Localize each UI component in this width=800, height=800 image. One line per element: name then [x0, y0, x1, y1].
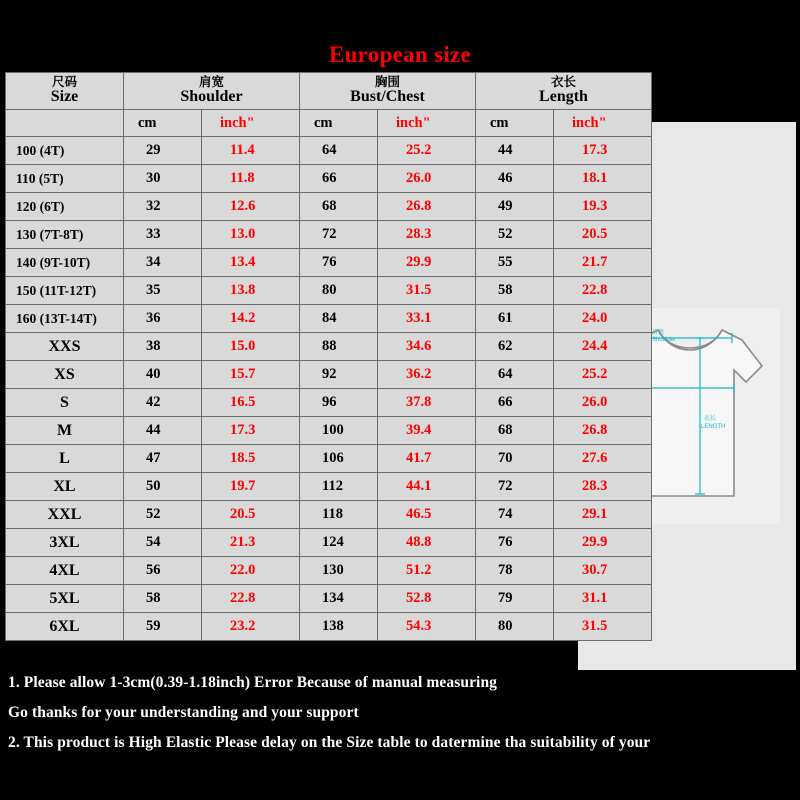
- cell-length-inch: 22.8: [554, 277, 652, 305]
- header-shoulder: [124, 73, 300, 110]
- cell-shoulder-inch: 22.8: [202, 585, 300, 613]
- cell-shoulder-cm: 44: [124, 417, 202, 445]
- table-row: [6, 249, 652, 277]
- cell-size: M: [6, 417, 124, 445]
- cell-bust-inch: 26.0: [378, 165, 476, 193]
- cell-length-cm: 52: [476, 221, 554, 249]
- cell-bust-inch: 28.3: [378, 221, 476, 249]
- cell-bust-cm: 84: [300, 305, 378, 333]
- table-row: [6, 277, 652, 305]
- cell-size: 6XL: [6, 613, 124, 641]
- header-length-cn: 衣长: [550, 75, 576, 90]
- cell-bust-inch: 31.5: [378, 277, 476, 305]
- table-row: [6, 193, 652, 221]
- table-header-row: [6, 73, 652, 110]
- cell-length-cm: 68: [476, 417, 554, 445]
- cell-bust-cm: 92: [300, 361, 378, 389]
- cell-size: 160 (13T-14T): [6, 305, 124, 333]
- cell-length-inch: 29.1: [554, 501, 652, 529]
- cell-shoulder-inch: 11.8: [202, 165, 300, 193]
- cell-length-inch: 29.9: [554, 529, 652, 557]
- cell-length-inch: 19.3: [554, 193, 652, 221]
- cell-shoulder-cm: 47: [124, 445, 202, 473]
- cell-bust-cm: 96: [300, 389, 378, 417]
- cell-shoulder-cm: 50: [124, 473, 202, 501]
- cell-size: XXL: [6, 501, 124, 529]
- cell-bust-cm: 112: [300, 473, 378, 501]
- cell-bust-cm: 106: [300, 445, 378, 473]
- cell-shoulder-inch: 21.3: [202, 529, 300, 557]
- cell-length-inch: 24.4: [554, 333, 652, 361]
- cell-bust-inch: 33.1: [378, 305, 476, 333]
- cell-length-cm: 58: [476, 277, 554, 305]
- cell-size: 3XL: [6, 529, 124, 557]
- cell-bust-inch: 41.7: [378, 445, 476, 473]
- table-row: [6, 165, 652, 193]
- cell-shoulder-inch: 22.0: [202, 557, 300, 585]
- cell-shoulder-cm: 59: [124, 613, 202, 641]
- cell-length-inch: 25.2: [554, 361, 652, 389]
- cell-shoulder-inch: 13.0: [202, 221, 300, 249]
- cell-size: 130 (7T-8T): [6, 221, 124, 249]
- cell-shoulder-cm: 52: [124, 501, 202, 529]
- note-line-3: 2. This product is High Elastic Please delay on the Size table to datermine tha suitability of your: [8, 734, 651, 751]
- cell-length-inch: 26.8: [554, 417, 652, 445]
- cell-size: 140 (9T-10T): [6, 249, 124, 277]
- cell-shoulder-cm: 30: [124, 165, 202, 193]
- cell-bust-cm: 64: [300, 137, 378, 165]
- cell-size: 4XL: [6, 557, 124, 585]
- cell-bust-inch: 54.3: [378, 613, 476, 641]
- unit-blank: [6, 110, 124, 137]
- unit-length-cm: cm: [476, 110, 554, 137]
- cell-shoulder-inch: 12.6: [202, 193, 300, 221]
- cell-shoulder-inch: 13.4: [202, 249, 300, 277]
- cell-bust-cm: 72: [300, 221, 378, 249]
- header-shoulder-en: Shoulder: [180, 88, 243, 106]
- diagram-length-en: LENGTH: [701, 424, 726, 430]
- cell-size: 120 (6T): [6, 193, 124, 221]
- cell-length-inch: 17.3: [554, 137, 652, 165]
- cell-bust-inch: 34.6: [378, 333, 476, 361]
- cell-size: 5XL: [6, 585, 124, 613]
- table-row: [6, 221, 652, 249]
- cell-bust-inch: 48.8: [378, 529, 476, 557]
- cell-shoulder-inch: 16.5: [202, 389, 300, 417]
- cell-length-inch: 30.7: [554, 557, 652, 585]
- cell-shoulder-inch: 23.2: [202, 613, 300, 641]
- cell-length-cm: 66: [476, 389, 554, 417]
- cell-shoulder-cm: 56: [124, 557, 202, 585]
- cell-bust-cm: 80: [300, 277, 378, 305]
- cell-shoulder-inch: 19.7: [202, 473, 300, 501]
- cell-length-inch: 20.5: [554, 221, 652, 249]
- size-table-wrap: [5, 72, 608, 641]
- header-length-en: Length: [539, 88, 588, 106]
- cell-shoulder-inch: 14.2: [202, 305, 300, 333]
- cell-bust-inch: 25.2: [378, 137, 476, 165]
- cell-length-cm: 74: [476, 501, 554, 529]
- cell-shoulder-inch: 13.8: [202, 277, 300, 305]
- cell-shoulder-inch: 20.5: [202, 501, 300, 529]
- unit-shoulder-cm: cm: [124, 110, 202, 137]
- cell-shoulder-cm: 38: [124, 333, 202, 361]
- cell-length-cm: 70: [476, 445, 554, 473]
- header-size: [6, 73, 124, 110]
- cell-length-inch: 24.0: [554, 305, 652, 333]
- table-row: [6, 417, 652, 445]
- cell-length-cm: 78: [476, 557, 554, 585]
- header-size-en: Size: [50, 88, 79, 106]
- cell-length-cm: 79: [476, 585, 554, 613]
- header-bust-en: Bust/Chest: [350, 88, 425, 106]
- cell-length-cm: 55: [476, 249, 554, 277]
- header-shoulder-cn: 肩宽: [198, 75, 224, 90]
- cell-size: 110 (5T): [6, 165, 124, 193]
- cell-shoulder-cm: 29: [124, 137, 202, 165]
- diagram-length-cn: 衣长: [704, 416, 717, 422]
- cell-bust-inch: 37.8: [378, 389, 476, 417]
- table-row: [6, 137, 652, 165]
- cell-size: XS: [6, 361, 124, 389]
- cell-length-cm: 72: [476, 473, 554, 501]
- cell-shoulder-inch: 17.3: [202, 417, 300, 445]
- table-row: [6, 557, 652, 585]
- table-unit-row: [6, 110, 652, 137]
- header-bust-cn: 胸围: [374, 75, 400, 90]
- cell-length-cm: 62: [476, 333, 554, 361]
- table-row: [6, 529, 652, 557]
- cell-bust-inch: 52.8: [378, 585, 476, 613]
- unit-shoulder-inch: inch": [202, 110, 300, 137]
- cell-size: L: [6, 445, 124, 473]
- cell-length-inch: 21.7: [554, 249, 652, 277]
- cell-bust-cm: 134: [300, 585, 378, 613]
- cell-bust-inch: 26.8: [378, 193, 476, 221]
- cell-bust-cm: 130: [300, 557, 378, 585]
- unit-bust-cm: cm: [300, 110, 378, 137]
- notes-section: [8, 674, 792, 764]
- cell-length-inch: 26.0: [554, 389, 652, 417]
- table-row: [6, 333, 652, 361]
- cell-bust-cm: 76: [300, 249, 378, 277]
- cell-length-inch: 31.1: [554, 585, 652, 613]
- cell-length-cm: 61: [476, 305, 554, 333]
- cell-size: S: [6, 389, 124, 417]
- cell-shoulder-cm: 32: [124, 193, 202, 221]
- table-row: [6, 613, 652, 641]
- header-length: [476, 73, 652, 110]
- cell-bust-cm: 118: [300, 501, 378, 529]
- cell-length-inch: 27.6: [554, 445, 652, 473]
- cell-bust-cm: 138: [300, 613, 378, 641]
- unit-bust-inch: inch": [378, 110, 476, 137]
- cell-length-cm: 44: [476, 137, 554, 165]
- cell-shoulder-cm: 33: [124, 221, 202, 249]
- cell-bust-inch: 36.2: [378, 361, 476, 389]
- cell-shoulder-inch: 11.4: [202, 137, 300, 165]
- cell-bust-cm: 66: [300, 165, 378, 193]
- header-size-cn: 尺码: [51, 75, 77, 90]
- cell-size: XXS: [6, 333, 124, 361]
- cell-length-inch: 28.3: [554, 473, 652, 501]
- table-row: [6, 585, 652, 613]
- cell-length-cm: 46: [476, 165, 554, 193]
- cell-bust-inch: 51.2: [378, 557, 476, 585]
- cell-bust-inch: 44.1: [378, 473, 476, 501]
- diagram-shoulder-cn: 肩宽: [652, 330, 665, 336]
- cell-size: 100 (4T): [6, 137, 124, 165]
- cell-bust-inch: 39.4: [378, 417, 476, 445]
- cell-shoulder-cm: 58: [124, 585, 202, 613]
- page-title-text: European size: [328, 42, 472, 67]
- table-row: [6, 389, 652, 417]
- cell-shoulder-cm: 35: [124, 277, 202, 305]
- table-row: [6, 473, 652, 501]
- cell-shoulder-cm: 34: [124, 249, 202, 277]
- cell-shoulder-cm: 42: [124, 389, 202, 417]
- header-bust: [300, 73, 476, 110]
- size-table: [5, 72, 652, 641]
- cell-shoulder-inch: 18.5: [202, 445, 300, 473]
- cell-shoulder-inch: 15.7: [202, 361, 300, 389]
- cell-size: XL: [6, 473, 124, 501]
- cell-shoulder-cm: 54: [124, 529, 202, 557]
- cell-shoulder-cm: 36: [124, 305, 202, 333]
- cell-length-inch: 18.1: [554, 165, 652, 193]
- cell-bust-cm: 88: [300, 333, 378, 361]
- cell-size: 150 (11T-12T): [6, 277, 124, 305]
- cell-bust-inch: 46.5: [378, 501, 476, 529]
- cell-shoulder-inch: 15.0: [202, 333, 300, 361]
- cell-length-cm: 49: [476, 193, 554, 221]
- table-row: [6, 305, 652, 333]
- cell-length-cm: 64: [476, 361, 554, 389]
- cell-shoulder-cm: 40: [124, 361, 202, 389]
- note-line-1: 1. Please allow 1-3cm(0.39-1.18inch) Error Because of manual measuring: [8, 674, 498, 691]
- unit-length-inch: inch": [554, 110, 652, 137]
- diagram-shoulder-en: Shoulder: [652, 337, 677, 343]
- cell-length-cm: 80: [476, 613, 554, 641]
- note-line-2: Go thanks for your understanding and your support: [8, 704, 359, 721]
- cell-bust-inch: 29.9: [378, 249, 476, 277]
- cell-length-cm: 76: [476, 529, 554, 557]
- cell-bust-cm: 124: [300, 529, 378, 557]
- page-title: [0, 42, 800, 68]
- cell-bust-cm: 68: [300, 193, 378, 221]
- table-row: [6, 501, 652, 529]
- table-row: [6, 445, 652, 473]
- cell-length-inch: 31.5: [554, 613, 652, 641]
- cell-bust-cm: 100: [300, 417, 378, 445]
- table-row: [6, 361, 652, 389]
